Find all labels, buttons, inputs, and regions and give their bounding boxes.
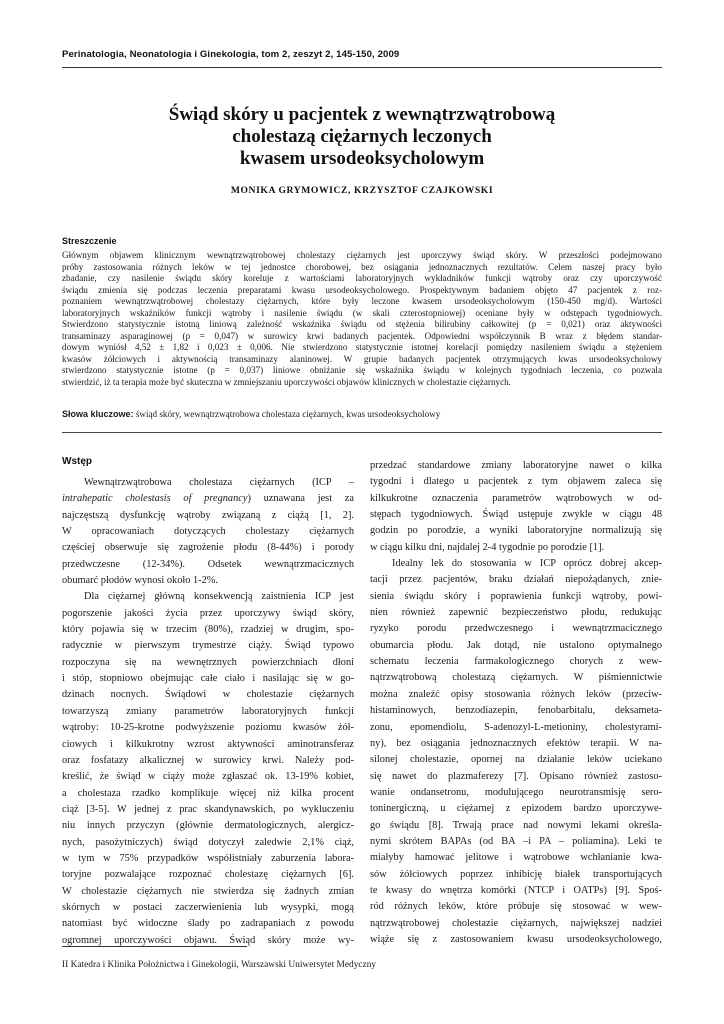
body-line: oraz fosfatazy alkalicznej w surowicy krwi. Należy pod-: [62, 754, 354, 766]
latin-term: intrahepatic cholestasis of pregnancy: [62, 493, 248, 505]
abstract-line: Stwierdzono statystycznie istotną liniową zależność wskaźnika świądu od stężenia bilirubiny całkowitej (p = 0,021) oraz aktywności: [62, 319, 662, 329]
body-line: schematu leczenia farmakologicznego chorych z wew-: [370, 656, 662, 668]
body-line: nymi skrótem BAPAs (od BA –i PA – poliamina). Leki te: [370, 835, 662, 847]
abstract-line: kwasów żółciowych i aktywnością transaminazy alaninowej. W grupie badanych pacjentek otrzymujących kwas ursodeoksycholowy: [62, 353, 662, 364]
body-line: nien również zapewnić bezpieczeństwo płodu, redukując: [370, 607, 662, 619]
body-line: nych, pasożytniczych) świąd dotyczył zaledwie 2,1% ciąż,: [62, 836, 354, 848]
abstract-line: stwierdzono statystycznie istotne (p = 0,037) liniowe obniżanie się wskaźnika świądu w kolejnych tygodniach leczenia, co pozwala: [62, 365, 662, 375]
body-line: wątroby: 10-25-krotne podwyższenie poziomu kwasów żół-: [62, 722, 354, 734]
section-heading: Wstęp: [62, 456, 92, 467]
abstract-line: dowym wyniósł 4,52 ± 1,82 i 0,023 ± 0,006. Nie stwierdzono statystycznie istotnej korelacji pomiędzy nasileniem świądu a stężeniem: [62, 342, 662, 352]
running-head: Perinatologia, Neonatologia i Ginekologia, tom 2, zeszyt 2, 145-150, 2009: [62, 49, 400, 60]
body-line: natomiast być widoczne ślady po zadrapaniach z powodu: [62, 918, 354, 930]
article-title: [62, 104, 662, 170]
body-line: częściej obserwuje się zagrożenie płodu (8-44%) i porody: [62, 542, 354, 554]
keywords-label: Słowa kluczowe:: [62, 409, 134, 419]
body-line: ogromnej uporczywości objawu. Świąd skóry może wy-: [62, 934, 354, 946]
abstract-line: świądu zmienia się podczas leczenia preparatami kwasu ursodeoksycholowego. Prospektywnym badaniem objęto 47 pacjentek z roz-: [62, 284, 662, 295]
right-column: [370, 458, 662, 948]
abstract-text: [62, 250, 662, 388]
body-line: najczęstszą dysfunkcję wątroby związaną z ciążą [1, 2].: [62, 509, 354, 521]
body-line: stępach tygodniowych. Świąd ustępuje zwykle w ciągu 48: [370, 509, 662, 521]
body-line: kilkukrotne oznaczenia parametrów wątrobowych w od-: [370, 492, 662, 504]
title-line: cholestazą ciężarnych leczonych: [232, 126, 492, 147]
body-line: ciowych i kilkukrotny wzrost aktywności aminotransferaz: [62, 738, 354, 750]
body-line: w ciągu kilku dni, najdalej 2-4 tygodnie po porodzie [1].: [370, 541, 605, 553]
body-line: nątrzwątrobową cholestazą ciężarnych. W piśmiennictwie: [370, 672, 662, 684]
body-line: przedwczesne (12-34%). Odsetek wewnątrzmacicznych: [62, 558, 354, 570]
abstract-line: Głównym objawem klinicznym wewnątrzwątrobowej cholestazy ciężarnych jest uporczywy świąd skóry. W przeszłości podejmowano: [62, 250, 662, 260]
left-column: [62, 475, 354, 949]
body-line: tygodni i dlatego u pacjentek z tym objawem zaleca się: [370, 476, 662, 488]
keywords-list: świąd skóry, wewnątrzwątrobowa cholestaza ciężarnych, kwas ursodeoksycholowy: [135, 409, 441, 419]
body-line: tacji przez pacjentów, braku działań niepożądanych, znie-: [370, 574, 662, 586]
body-line: toninergiczną, u ciężarnej z epizodem bardzo uporczywe-: [370, 803, 662, 815]
body-line: towarzyszą zmiany parametrów laboratoryjnych funkcji: [62, 705, 354, 717]
body-line: ciąż [3-5]. W jednej z prac skandynawskich, po wykluczeniu: [62, 803, 354, 815]
abstract-line: poznaniem wewnątrzwątrobowej cholestazy ciężarnych, które były leczone kwasem ursodeoksycholowym (150-450 mg/d). Wartości: [62, 296, 662, 306]
body-line: miałyby hamować jelitowe i wątrobowe wchłanianie kwa-: [370, 852, 662, 864]
body-line: Dla ciężarnej główną konsekwencją zaistnienia ICP jest: [84, 591, 354, 603]
body-line: ród różnych leków, które próbuje się stosować w wew-: [370, 901, 662, 913]
body-line: obumarcia płodu. Jak dotąd, nie ustalono optymalnego: [370, 639, 662, 651]
body-line: kreślić, że świąd w ciąży może zgłaszać ok. 13-19% kobiet,: [62, 771, 354, 783]
body-line: skórnych w postaci zaczerwienienia lub wysypki, mogą: [62, 901, 354, 913]
body-line: te kwasy do wnętrza komórki (NTCP i OATPs) [9]. Spoś-: [370, 884, 662, 896]
body-line: toryjne pozwalające rozpoznać cholestazę ciężarnych [6].: [62, 869, 354, 881]
affiliation-footnote: II Katedra i Klinika Położnictwa i Ginekologii, Warszawski Uniwersytet Medyczny: [62, 960, 377, 970]
body-line: wiąże się z zastosowaniem kwasu ursodeoksycholowego,: [370, 933, 662, 945]
body-line: Wewnątrzwątrobowa cholestaza ciężarnych (ICP –: [84, 477, 354, 488]
body-line: pogorszenie jakości życia przez uporczywy świąd skóry,: [62, 607, 354, 619]
body-line: Idealny lek do stosowania w ICP oprócz dobrej akcep-: [392, 558, 662, 570]
body-line: można znaleźć opisy stosowania różnych leków (przeciw-: [370, 688, 662, 700]
body-line: i stóp, stopniowo obejmując całe ciało i nasilając się w go-: [62, 673, 354, 685]
title-line: kwasem ursodeoksycholowym: [239, 148, 485, 169]
abstract-line: próby zastosowania różnych leków w tej jednostce chorobowej, bez osiągania jednoznacznych rezultatów. Celem naszej pracy było: [62, 261, 662, 272]
abstract-line: stwierdzić, iż ta terapia może być skuteczna w zmniejszaniu uporczywości objawów klinicznych w cholestazie ciężarnych.: [62, 376, 511, 387]
abstract-line: transaminazy asparaginowej (p = 0,047) w surowicy krwi badanych pacjentek. Odpowiedni współczynnik B wraz z błędem standar-: [62, 330, 662, 341]
body-line: zonu, epomendiolu, S-adenozyl-L-metioniny, cholestyrami-: [370, 721, 662, 733]
body-line: histaminowych, benzodiazepin, fenobarbitalu, deksameta-: [370, 705, 662, 717]
body-line: a cholestaza rzadko komplikuje więcej niż kilka procent: [62, 787, 354, 799]
body-line: ryzyko porodu przedwczesnego i wewnątrzmacicznego: [370, 623, 662, 635]
body-line: rozpoczyna się na wewnętrznych powierzchniach dłoni: [62, 656, 354, 668]
body-line: radycznie w pierwszym trymestrze ciąży. Świąd typowo: [62, 640, 354, 652]
authors: MONIKA GRYMOWICZ, KRZYSZTOF CZAJKOWSKI: [230, 185, 494, 196]
abstract-heading: Streszczenie: [62, 236, 117, 246]
header-rule: [62, 67, 662, 68]
body-line: się nawet do plazmaferezy [7]. Opisano również zastoso-: [370, 770, 662, 782]
body-line: dzinach nocnych. Świądowi w cholestazie ciężarnych: [62, 689, 354, 701]
body-line: w tym w 75% przypadków współistniały zaburzenia labora-: [62, 852, 354, 864]
body-line: silonej cholestazie, opornej na działanie leków uciekano: [370, 754, 662, 766]
footnote-rule: [62, 946, 247, 947]
body-line: który pojawia się w trzecim (80%), rzadziej w drugim, spo-: [62, 624, 354, 636]
body-line: niu innych przyczyn (głównie dermatologicznych, alergicz-: [62, 820, 354, 832]
body-line: go świądu [8]. Trwają prace nad nowymi lekami określa-: [370, 819, 662, 831]
title-line: Świąd skóry u pacjentek z wewnątrzwątrobową: [168, 104, 556, 125]
abstract-line: zbadanie, czy nasilenie świądu skóry koreluje z wartościami laboratoryjnych wykładników funkcji wątroby oraz czy uporczywość: [62, 273, 662, 283]
body-line: obumarć płodów wynosi około 1-2%.: [62, 575, 218, 587]
body-line: W cholestazie ciężarnych nie stwierdza się żadnych zmian: [62, 885, 354, 897]
body-line: sienia świądu skóry i poprawienia funkcji wątroby, powi-: [370, 590, 662, 602]
body-line: W opracowaniach dotyczących cholestazy ciężarnych: [62, 526, 354, 538]
body-line: nątrzwątrobowej cholestazie ciężarnych, największej nadziei: [370, 917, 662, 929]
body-line: godzin po porodzie, a wyniki laboratoryjne normalizują się: [370, 525, 662, 537]
body-line: ny), bez osiągania jednoznacznych efektów terapii. W na-: [370, 737, 662, 749]
keywords: [62, 409, 662, 419]
abstract-line: laboratoryjnych wskaźników funkcji wątroby i nasilenie świądu (w skali czterostopniowej) oceniane były w odstępach tygodniowych.: [62, 307, 662, 318]
body-line: wanie ondansetronu, modulującego neurotransmisję sero-: [370, 786, 662, 798]
body-line: przedzać standardowe zmiany laboratoryjne nawet o kilka: [370, 460, 662, 471]
section-rule: [62, 432, 662, 433]
body-line: intrahepatic cholestasis of pregnancy) uznawana jest za: [62, 493, 354, 505]
body-line: sów żółciowych poprzez inhibicję białek transportujących: [370, 868, 662, 880]
